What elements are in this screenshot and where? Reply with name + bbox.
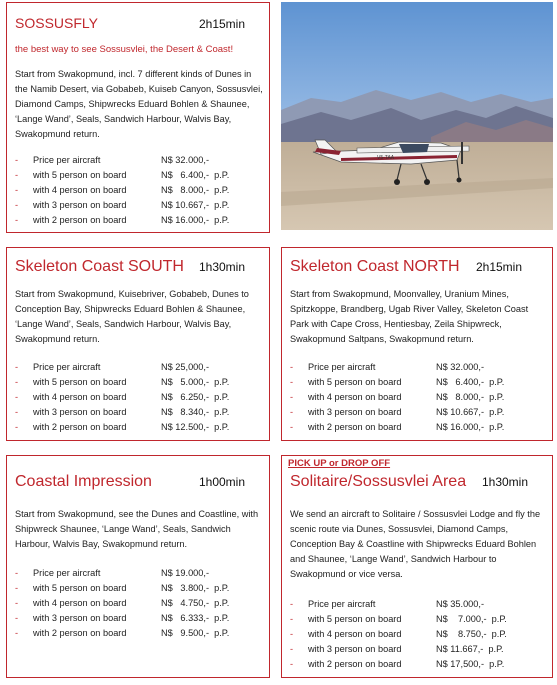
tour-description: Start from Swakopmund, see the Dunes and Coastline, with Shipwreck Shaunee, ‘Lange Wand’, Seals, Sandwich Harbour, Walvis Bay, Swakopmund return. bbox=[15, 509, 259, 549]
price-label: with 3 person on board bbox=[308, 407, 402, 417]
bullet-dash: - bbox=[15, 185, 19, 195]
price-value: N$ 6.400,- p.P. bbox=[436, 377, 505, 387]
price-row bbox=[290, 390, 544, 405]
bullet-dash: - bbox=[290, 422, 294, 432]
price-value: N$ 6.400,- p.P. bbox=[161, 170, 230, 180]
price-label: with 2 person on board bbox=[33, 628, 127, 638]
price-row bbox=[290, 375, 544, 390]
price-value: N$ 7.000,- p.P. bbox=[436, 614, 507, 624]
bullet-dash: - bbox=[290, 407, 294, 417]
bullet-dash: - bbox=[15, 155, 19, 165]
price-label: with 5 person on board bbox=[33, 377, 127, 387]
price-row bbox=[15, 360, 261, 375]
tour-duration: 1h00min bbox=[198, 475, 245, 489]
tour-card-skeleton-coast-north bbox=[281, 247, 553, 441]
price-row bbox=[15, 375, 261, 390]
price-label: with 5 person on board bbox=[308, 377, 402, 387]
price-row bbox=[290, 642, 544, 657]
bullet-dash: - bbox=[15, 598, 19, 608]
price-list bbox=[290, 360, 544, 435]
price-list bbox=[15, 153, 261, 228]
price-label: with 5 person on board bbox=[33, 583, 127, 593]
bullet-dash: - bbox=[15, 362, 19, 372]
bullet-dash: - bbox=[15, 407, 19, 417]
price-value: N$ 9.500,- p.P. bbox=[161, 628, 230, 638]
price-list bbox=[290, 597, 544, 672]
price-value: N$ 8.750,- p.P. bbox=[436, 629, 507, 639]
price-value: N$ 12.500,- p.P. bbox=[161, 422, 230, 432]
bullet-dash: - bbox=[15, 568, 19, 578]
tour-header bbox=[15, 473, 245, 491]
price-label: with 3 person on board bbox=[33, 407, 127, 417]
tour-card-solitaire-sossusvlei bbox=[281, 455, 553, 678]
price-row bbox=[15, 626, 261, 641]
price-label: with 3 person on board bbox=[33, 200, 127, 210]
price-label: with 3 person on board bbox=[33, 613, 127, 623]
tour-card-skeleton-coast-south bbox=[6, 247, 270, 441]
price-value: N$ 32.000,- bbox=[161, 155, 210, 165]
tour-duration: 1h30min bbox=[481, 475, 528, 489]
price-value: N$ 17,500,- p.P. bbox=[436, 659, 505, 669]
bullet-dash: - bbox=[15, 583, 19, 593]
tour-description: Start from Swakopmund, Kuisebriver, Gobabeb, Dunes to Conception Bay, Shipwrecks Eduard Bohlen & Shaunee, ‘Lange Wand’, Seals, Sandwich Harbour, Walvis Bay, Swakopmund return. bbox=[15, 289, 249, 344]
price-label: with 4 person on board bbox=[33, 185, 127, 195]
bullet-dash: - bbox=[290, 659, 294, 669]
price-label: Price per aircraft bbox=[33, 155, 101, 165]
price-row bbox=[15, 566, 261, 581]
bullet-dash: - bbox=[15, 628, 19, 638]
price-value: N$ 10.667,- p.P. bbox=[161, 200, 230, 210]
tour-duration: 2h15min bbox=[198, 17, 245, 31]
price-row bbox=[290, 360, 544, 375]
price-label: Price per aircraft bbox=[308, 362, 376, 372]
price-label: Price per aircraft bbox=[33, 568, 101, 578]
price-row bbox=[15, 611, 261, 626]
tour-card-sossusfly bbox=[6, 2, 270, 233]
price-value: N$ 32.000,- bbox=[436, 362, 485, 372]
tour-description: We send an aircraft to Solitaire / Sossusvlei Lodge and fly the scenic route via Dunes, Sossusvlei, Diamond Camps, Conception Bay & Coastline with Shipwrecks Eduard Bohlen and Shaunee, ‘Lange Wand’, Sandwich Harbour to Swakopmund or vice versa. bbox=[290, 509, 541, 579]
price-value: N$ 3.800,- p.P. bbox=[161, 583, 230, 593]
bullet-dash: - bbox=[15, 613, 19, 623]
price-label: with 2 person on board bbox=[308, 659, 402, 669]
bullet-dash: - bbox=[290, 392, 294, 402]
price-label: with 5 person on board bbox=[308, 614, 402, 624]
price-row bbox=[15, 183, 261, 198]
bullet-dash: - bbox=[290, 614, 294, 624]
price-row bbox=[15, 168, 261, 183]
bullet-dash: - bbox=[15, 392, 19, 402]
aircraft-photo bbox=[281, 2, 553, 230]
price-label: with 4 person on board bbox=[308, 629, 402, 639]
price-label: with 4 person on board bbox=[308, 392, 402, 402]
bullet-dash: - bbox=[290, 644, 294, 654]
price-row bbox=[15, 405, 261, 420]
price-row bbox=[15, 198, 261, 213]
tour-description: Start from Swakopmund, Moonvalley, Uranium Mines, Spitzkoppe, Brandberg, Ugab River Valley, Skeleton Coast Park with Cape Cross, Hentiesbay, Zeila Shipwreck, Swakopmund Saltpans, Swakopmund return. bbox=[290, 289, 529, 344]
price-value: N$ 10.667,- p.P. bbox=[436, 407, 505, 417]
pickup-dropoff-label: PICK UP or DROP OFF bbox=[288, 458, 391, 469]
tour-title: Solitaire/Sossusvlei Area bbox=[290, 473, 467, 490]
price-row bbox=[290, 420, 544, 435]
price-row bbox=[290, 612, 544, 627]
price-value: N$ 4.750,- p.P. bbox=[161, 598, 230, 608]
tour-description: Start from Swakopmund, incl. 7 different kinds of Dunes in the Namib Desert, via Gobabeb, Kuiseb Canyon, Sossusvlei, Diamond Camps, Shipwrecks Eduard Bohlen & Shaunee, ‘Lange Wand’, Seals, Sandwich Harbour, Walvis Bay, Swakopmund return. bbox=[15, 69, 263, 139]
price-value: N$ 16.000,- p.P. bbox=[161, 215, 230, 225]
tour-header bbox=[290, 258, 522, 276]
price-row bbox=[290, 405, 544, 420]
bullet-dash: - bbox=[15, 200, 19, 210]
price-value: N$ 11.667,- p.P. bbox=[436, 644, 504, 654]
price-row bbox=[15, 420, 261, 435]
price-label: with 4 person on board bbox=[33, 598, 127, 608]
tour-duration: 2h15min bbox=[475, 260, 522, 274]
tour-header bbox=[15, 15, 245, 31]
price-row bbox=[290, 627, 544, 642]
price-row bbox=[15, 581, 261, 596]
tour-subtitle: the best way to see Sossusvlei, the Desert & Coast! bbox=[15, 44, 234, 55]
bullet-dash: - bbox=[290, 377, 294, 387]
tour-header bbox=[15, 258, 245, 276]
price-label: with 2 person on board bbox=[33, 215, 127, 225]
bullet-dash: - bbox=[290, 629, 294, 639]
price-row bbox=[290, 597, 544, 612]
tour-duration: 1h30min bbox=[198, 260, 245, 274]
price-list bbox=[15, 360, 261, 435]
tour-header bbox=[290, 473, 528, 491]
bullet-dash: - bbox=[15, 422, 19, 432]
bullet-dash: - bbox=[290, 362, 294, 372]
aircraft-photo-illustration bbox=[281, 2, 553, 230]
price-value: N$ 35.000,- bbox=[436, 599, 485, 609]
tour-title: Coastal Impression bbox=[15, 473, 152, 490]
price-value: N$ 8.000,- p.P. bbox=[161, 185, 230, 195]
price-label: with 3 person on board bbox=[308, 644, 402, 654]
price-row bbox=[15, 390, 261, 405]
tour-title: Skeleton Coast NORTH bbox=[290, 258, 460, 275]
price-value: N$ 8.340,- p.P. bbox=[161, 407, 230, 417]
price-label: Price per aircraft bbox=[33, 362, 101, 372]
bullet-dash: - bbox=[15, 215, 19, 225]
aircraft-registration: V5-TAA bbox=[377, 155, 395, 161]
price-label: Price per aircraft bbox=[308, 599, 376, 609]
price-row bbox=[290, 657, 544, 672]
price-value: N$ 19.000,- bbox=[161, 568, 210, 578]
price-value: N$ 25,000,- bbox=[161, 362, 210, 372]
price-row bbox=[15, 153, 261, 168]
price-value: N$ 6.333,- p.P. bbox=[161, 613, 230, 623]
price-list bbox=[15, 566, 261, 641]
bullet-dash: - bbox=[15, 170, 19, 180]
tour-card-coastal-impression bbox=[6, 455, 270, 678]
price-value: N$ 16.000,- p.P. bbox=[436, 422, 505, 432]
price-value: N$ 8.000,- p.P. bbox=[436, 392, 505, 402]
price-label: with 2 person on board bbox=[33, 422, 127, 432]
tour-title: SOSSUSFLY bbox=[15, 15, 98, 31]
bullet-dash: - bbox=[290, 599, 294, 609]
price-row bbox=[15, 213, 261, 228]
price-value: N$ 6.250,- p.P. bbox=[161, 392, 230, 402]
price-label: with 2 person on board bbox=[308, 422, 402, 432]
price-label: with 5 person on board bbox=[33, 170, 127, 180]
bullet-dash: - bbox=[15, 377, 19, 387]
price-value: N$ 5.000,- p.P. bbox=[161, 377, 230, 387]
tour-title: Skeleton Coast SOUTH bbox=[15, 258, 184, 275]
price-label: with 4 person on board bbox=[33, 392, 127, 402]
price-row bbox=[15, 596, 261, 611]
